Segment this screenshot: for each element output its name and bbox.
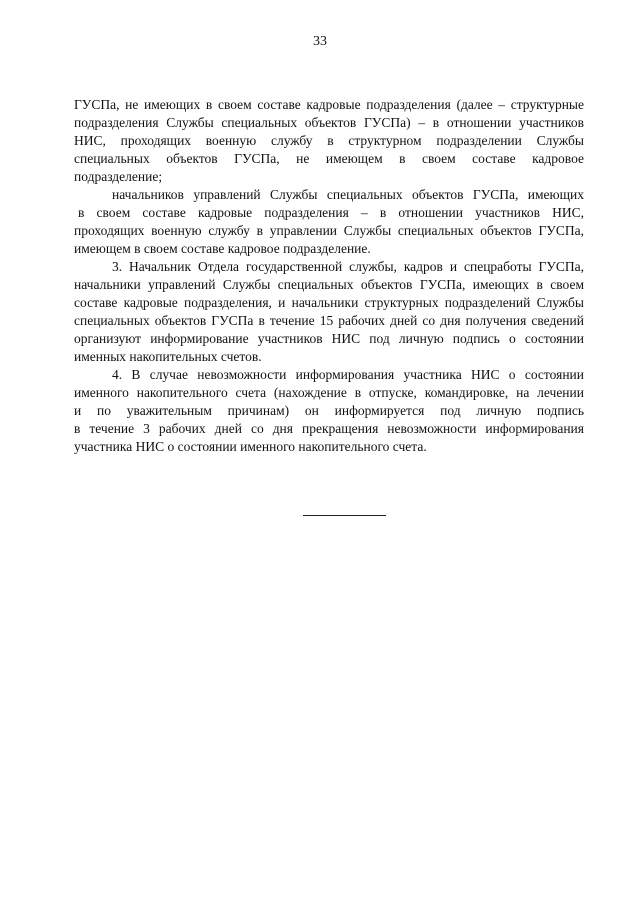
text-line: специальных объектов ГУСПа в течение 15 рабочих дней со дня получения сведений [74,313,584,328]
text-line: ГУСПа, не имеющих в своем составе кадровые подразделения (далее – структурные [74,97,584,112]
text-line: начальники управлений Службы специальных объектов ГУСПа, имеющих в своем [74,277,584,292]
text-line: НИС, проходящих военную службу в структурном подразделении Службы [74,133,584,148]
text-line: специальных объектов ГУСПа, не имеющем в своем составе кадровое [74,151,584,166]
text-line: подразделение; [74,169,163,184]
text-line: в своем составе кадровые подразделения – в отношении участников НИС, [78,205,584,220]
paragraph-continuation [74,96,584,186]
text-line: в течение 3 рабочих дней со дня прекращения невозможности информирования [74,421,584,436]
text-line: 3. Начальник Отдела государственной службы, кадров и спецработы ГУСПа, [112,259,584,274]
document-body [74,96,584,456]
text-line: составе кадровые подразделения, и начальники структурных подразделений Службы [74,295,584,310]
text-line: начальников управлений Службы специальных объектов ГУСПа, имеющих [112,187,584,202]
page-number: 33 [313,34,327,49]
text-line: участника НИС о состоянии именного накопительного счета. [74,439,427,454]
paragraph-heads-of-departments [74,186,584,258]
paragraph-item-4 [74,366,584,456]
text-line: 4. В случае невозможности информирования участника НИС о состоянии [112,367,584,382]
text-line: имеющем в своем составе кадровое подразделение. [74,241,371,256]
text-line: проходящих военную службу в управлении Службы специальных объектов ГУСПа, [74,223,584,238]
text-line: подразделения Службы специальных объектов ГУСПа) – в отношении участников [74,115,584,130]
text-line: именного накопительного счета (нахождение в отпуске, командировке, на лечении [74,385,584,400]
text-line: организуют информирование участников НИС под личную подпись о состоянии [74,331,584,346]
text-line: и по уважительным причинам) он информируется под личную подпись [74,403,584,418]
text-line: именных накопительных счетов. [74,349,262,364]
end-divider [303,515,386,516]
paragraph-item-3 [74,258,584,366]
